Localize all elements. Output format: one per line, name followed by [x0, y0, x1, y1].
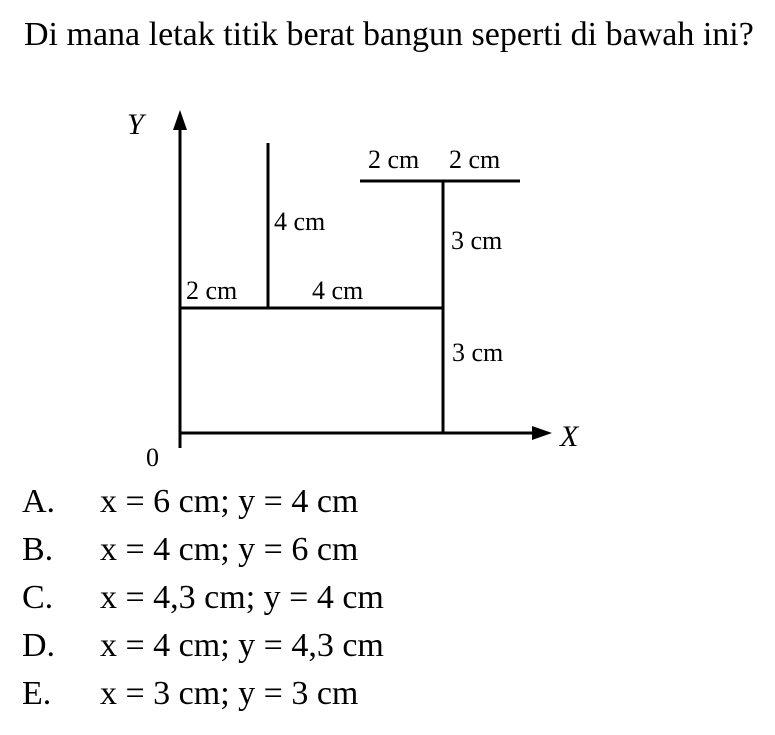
label-stem-height: 4 cm: [274, 207, 326, 236]
option-letter: B.: [22, 531, 54, 568]
answer-options: [22, 478, 384, 718]
y-axis-arrow-icon: [173, 110, 187, 130]
option-d[interactable]: [22, 622, 384, 670]
option-b[interactable]: [22, 526, 384, 574]
option-text: x = 6 cm; y = 4 cm: [100, 483, 359, 520]
option-text: x = 4 cm; y = 6 cm: [100, 531, 359, 568]
y-axis-label: Y: [127, 108, 144, 141]
option-letter: A.: [22, 483, 56, 520]
label-top-left-width: 2 cm: [368, 145, 420, 174]
question-text: Di mana letak titik berat bangun seperti di bawah ini?: [24, 16, 754, 53]
option-c[interactable]: [22, 574, 384, 622]
origin-label: 0: [146, 443, 159, 472]
label-middle-width: 4 cm: [312, 276, 364, 305]
option-letter: D.: [22, 627, 56, 664]
label-right-upper-height: 3 cm: [451, 226, 503, 255]
label-right-lower-height: 3 cm: [452, 338, 504, 367]
label-top-right-width: 2 cm: [449, 145, 501, 174]
x-axis-label: X: [560, 420, 579, 453]
option-text: x = 4,3 cm; y = 4 cm: [100, 579, 384, 616]
x-axis-arrow-icon: [532, 426, 552, 440]
option-text: x = 4 cm; y = 4,3 cm: [100, 627, 384, 664]
option-a[interactable]: [22, 478, 384, 526]
option-text: x = 3 cm; y = 3 cm: [100, 675, 359, 712]
label-left-bottom-width: 2 cm: [186, 276, 238, 305]
option-e[interactable]: [22, 670, 384, 718]
option-letter: C.: [22, 579, 54, 616]
option-letter: E.: [22, 675, 52, 712]
